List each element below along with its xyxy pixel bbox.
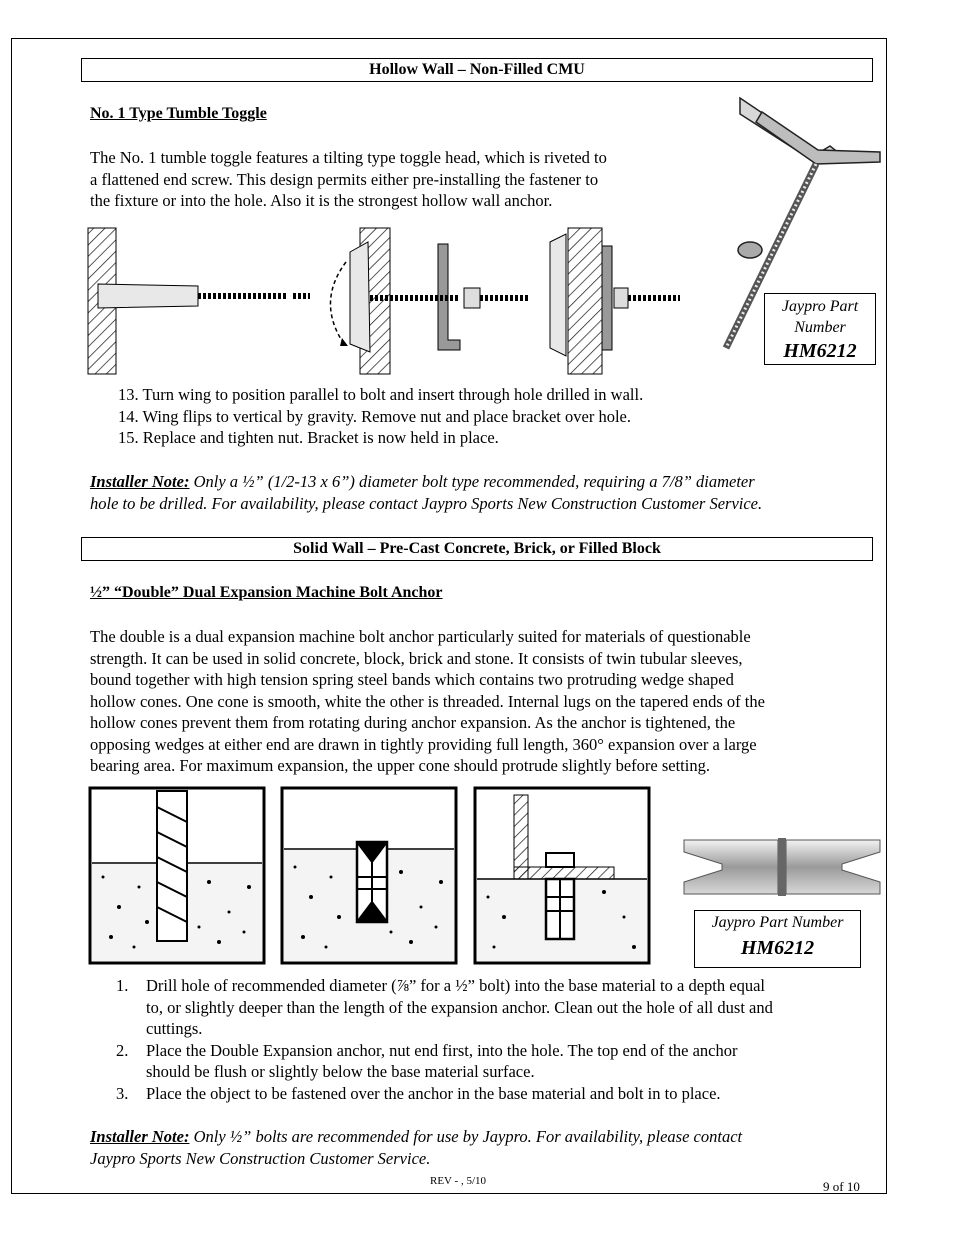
section-title-tumble-toggle: No. 1 Type Tumble Toggle xyxy=(90,105,267,122)
note-text: Only a ½” (1/2-13 x 6”) diameter bolt type recommended, requiring a 7/8” diameter xyxy=(189,472,755,491)
step-text: to, or slightly deeper than the length of the expansion anchor. Clean out the hole of all dust and xyxy=(146,997,773,1017)
description-line: strength. It can be used in solid concrete, block, brick and stone. It consists of twin tubular sleeves, xyxy=(90,648,743,668)
description-line: The No. 1 tumble toggle features a tilting type toggle head, which is riveted to xyxy=(90,148,607,167)
note-label: Installer Note: xyxy=(90,472,190,491)
description-line: a flattened end screw. This design permits either pre-installing the fastener to xyxy=(90,169,599,189)
description-line: hollow cones prevent them from rotating during anchor expansion. As the anchor is tightened, the xyxy=(90,713,736,732)
note-text: hole to be drilled. For availability, please contact Jaypro Sports New Construction Customer Service. xyxy=(90,493,763,513)
expansion-anchor-image xyxy=(682,832,882,902)
revision-label: REV - , 5/10 xyxy=(430,1175,487,1187)
step-number: 1. xyxy=(116,976,129,995)
double-anchor-description xyxy=(90,626,880,777)
tumble-toggle-description xyxy=(90,147,690,212)
description-line: The double is a dual expansion machine bolt anchor particularly suited for materials of questionable xyxy=(90,627,751,646)
section-header-hollow-wall: Hollow Wall – Non-Filled CMU xyxy=(81,58,873,82)
part-label: Jaypro Part xyxy=(781,298,859,315)
step-text: cuttings. xyxy=(146,1019,203,1038)
toggle-wing xyxy=(98,284,198,308)
description-line: the fixture or into the hole. Also it is the strongest hollow wall anchor. xyxy=(90,191,553,210)
description-line: bearing area. For maximum expansion, the upper cone should protrude slightly before setting. xyxy=(90,756,710,775)
installer-note-anchor xyxy=(90,1126,870,1169)
part-label: Number xyxy=(794,319,846,336)
bolt-set-illustration xyxy=(474,787,650,964)
section-header-solid-wall: Solid Wall – Pre-Cast Concrete, Brick, or Filled Block xyxy=(81,537,873,561)
step-text: should be flush or slightly below the base material surface. xyxy=(146,1062,535,1081)
description-line: opposing wedges at either end are drawn in tightly providing full length, 360° expansion over a large xyxy=(90,734,757,754)
tumble-toggle-steps-illustration xyxy=(88,222,688,378)
part-number-box-toggle xyxy=(764,293,876,365)
step-item xyxy=(116,1040,876,1083)
installer-note-toggle xyxy=(90,471,870,514)
part-label: Jaypro Part Number xyxy=(711,914,844,931)
step-item: 13. Turn wing to position parallel to bolt and insert through hole drilled in wall. xyxy=(118,385,644,404)
step-number: 3. xyxy=(116,1083,129,1103)
part-number: HM6212 xyxy=(783,340,857,362)
note-label: Installer Note: xyxy=(90,1127,190,1146)
step-item xyxy=(116,975,876,1040)
part-number: HM6212 xyxy=(740,937,815,959)
section-title-double-anchor: ½” “Double” Dual Expansion Machine Bolt Anchor xyxy=(90,584,443,601)
tumble-toggle-steps xyxy=(118,384,643,449)
note-text: Jaypro Sports New Construction Customer Service. xyxy=(90,1148,431,1168)
step-text: Drill hole of recommended diameter (⅞” for a ½” bolt) into the base material to a depth equal xyxy=(146,976,765,995)
description-line: hollow cones. One cone is smooth, white the other is threaded. Internal lugs on the tapered ends of the xyxy=(90,691,765,711)
part-number-box-anchor xyxy=(694,910,861,968)
nut xyxy=(464,288,480,308)
wall-section xyxy=(568,228,602,374)
step-text: Place the Double Expansion anchor, nut end first, into the hole. The top end of the anchor xyxy=(146,1040,738,1060)
drill-hole-illustration xyxy=(89,787,265,964)
description-line: bound together with high tension spring steel bands which contains two protruding wedge shaped xyxy=(90,670,734,689)
double-anchor-steps xyxy=(116,975,876,1104)
step-item xyxy=(116,1083,876,1105)
step-item: 14. Wing flips to vertical by gravity. Remove nut and place bracket over hole. xyxy=(118,406,631,426)
page-number: 9 of 10 xyxy=(823,1179,860,1194)
note-text: Only ½” bolts are recommended for use by Jaypro. For availability, please contact xyxy=(189,1127,743,1146)
step-item: 15. Replace and tighten nut. Bracket is now held in place. xyxy=(118,428,499,447)
step-text: Place the object to be fastened over the anchor in the base material and bolt in to place. xyxy=(146,1083,721,1103)
anchor-inserted-illustration xyxy=(281,787,457,964)
step-number: 2. xyxy=(116,1040,129,1060)
